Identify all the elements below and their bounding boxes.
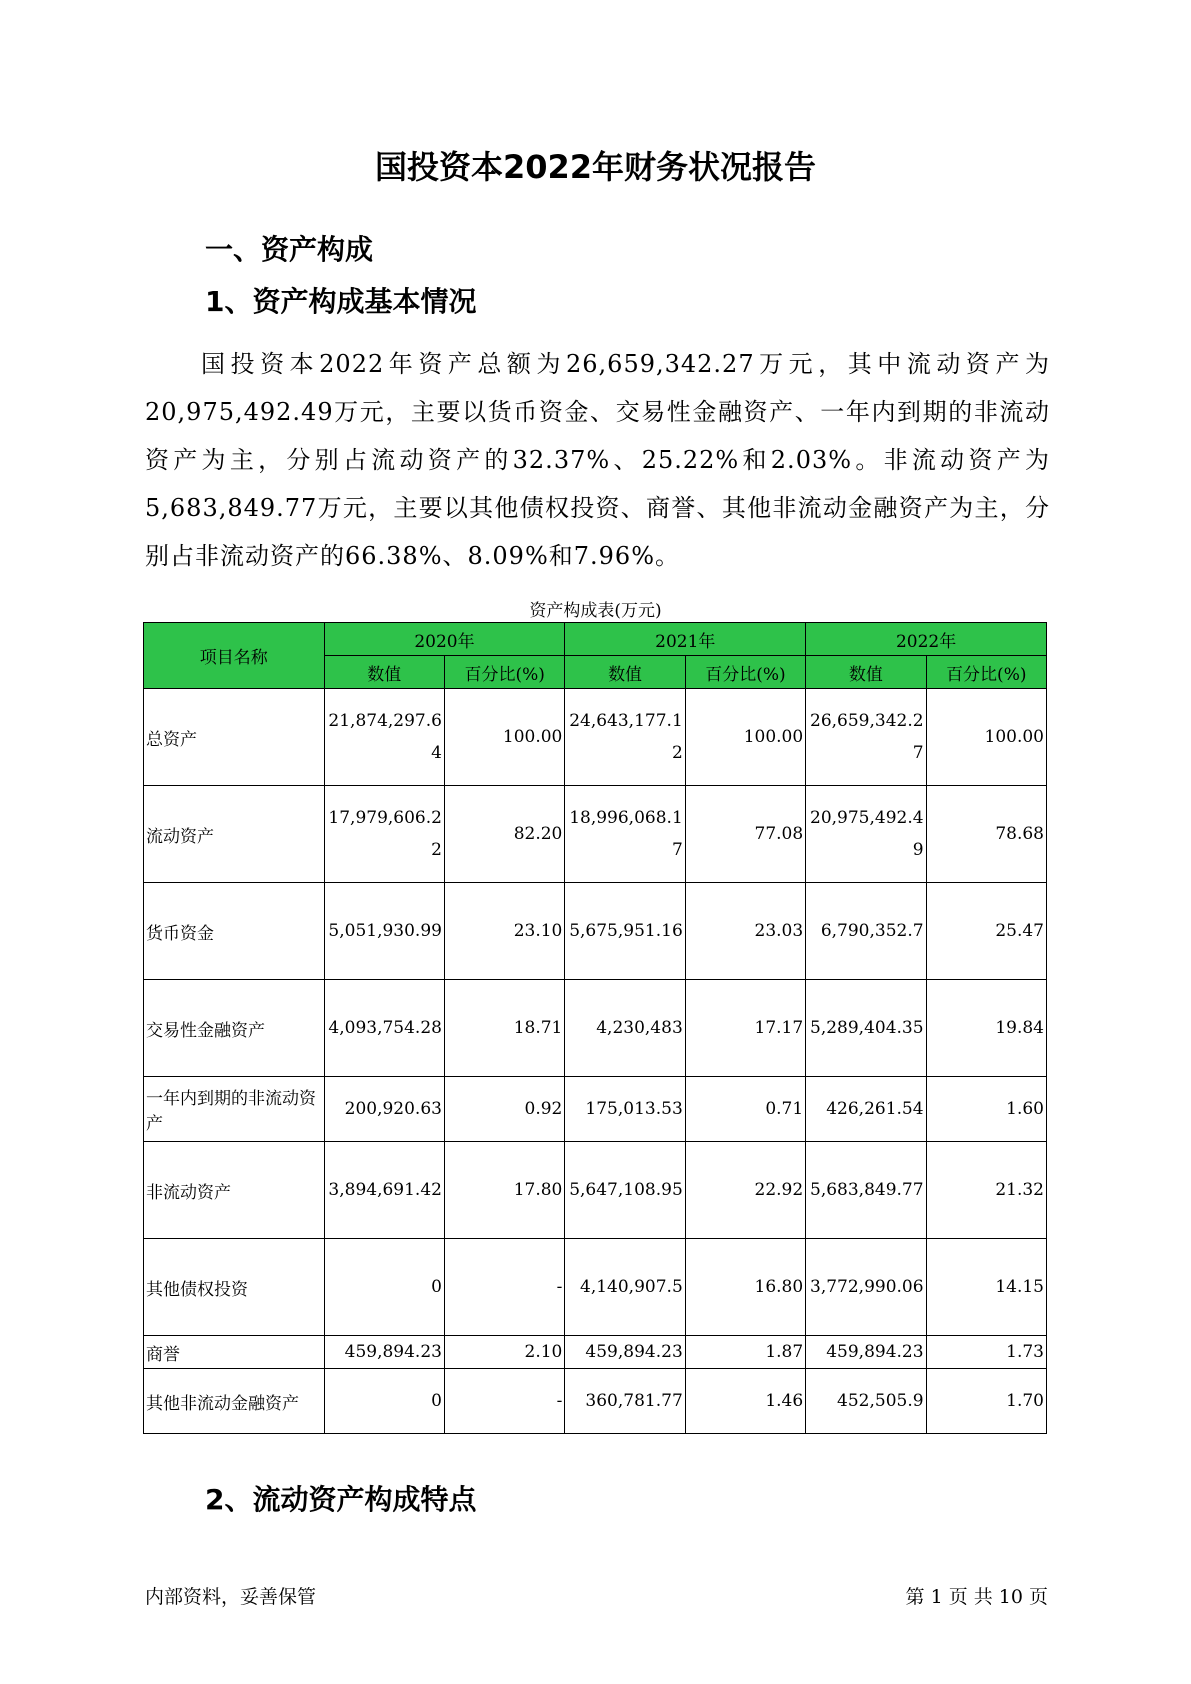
cell-pct-2020: 18.71	[444, 980, 564, 1077]
table-row	[144, 1142, 1047, 1239]
cell-value-2021: 4,230,483	[565, 980, 685, 1077]
cell-pct-2021: 22.92	[685, 1142, 805, 1239]
header-year-2021: 2021年	[565, 623, 806, 656]
cell-value-2020: 21,874,297.64	[324, 689, 444, 786]
header-value-2021: 数值	[565, 656, 685, 689]
cell-pct-2020: 2.10	[444, 1336, 564, 1369]
row-name: 一年内到期的非流动资产	[144, 1077, 325, 1142]
cell-pct-2020: 82.20	[444, 786, 564, 883]
footer-confidential-note: 内部资料，妥善保管	[145, 1586, 317, 1608]
table-header-row-years	[144, 623, 1047, 656]
table-row	[144, 1077, 1047, 1142]
cell-value-2022: 459,894.23	[806, 1336, 926, 1369]
table-row	[144, 1239, 1047, 1336]
table-caption: 资产构成表(万元)	[529, 601, 662, 621]
cell-pct-2022: 78.68	[926, 786, 1046, 883]
subheading-current-assets: 2、流动资产构成特点	[205, 1483, 477, 1516]
cell-pct-2021: 0.71	[685, 1077, 805, 1142]
cell-pct-2021: 100.00	[685, 689, 805, 786]
table-row	[144, 980, 1047, 1077]
row-name: 其他非流动金融资产	[144, 1369, 325, 1434]
header-value-2020: 数值	[324, 656, 444, 689]
cell-pct-2020: -	[444, 1239, 564, 1336]
cell-value-2022: 452,505.9	[806, 1369, 926, 1434]
cell-value-2022: 426,261.54	[806, 1077, 926, 1142]
header-pct-2020: 百分比(%)	[444, 656, 564, 689]
cell-value-2021: 175,013.53	[565, 1077, 685, 1142]
header-pct-2022: 百分比(%)	[926, 656, 1046, 689]
cell-pct-2021: 17.17	[685, 980, 805, 1077]
table-row	[144, 883, 1047, 980]
cell-pct-2020: 23.10	[444, 883, 564, 980]
cell-pct-2021: 16.80	[685, 1239, 805, 1336]
row-name: 非流动资产	[144, 1142, 325, 1239]
footer-page-number: 第 1 页 共 10 页	[905, 1586, 1048, 1608]
cell-value-2022: 20,975,492.49	[806, 786, 926, 883]
cell-pct-2021: 23.03	[685, 883, 805, 980]
cell-value-2022: 26,659,342.27	[806, 689, 926, 786]
cell-value-2022: 5,683,849.77	[806, 1142, 926, 1239]
row-name: 总资产	[144, 689, 325, 786]
row-name: 交易性金融资产	[144, 980, 325, 1077]
cell-value-2021: 5,675,951.16	[565, 883, 685, 980]
table-row	[144, 786, 1047, 883]
cell-value-2020: 3,894,691.42	[324, 1142, 444, 1239]
cell-value-2021: 459,894.23	[565, 1336, 685, 1369]
cell-value-2022: 6,790,352.7	[806, 883, 926, 980]
cell-value-2020: 0	[324, 1239, 444, 1336]
summary-paragraph: 国投资本2022年资产总额为26,659,342.27万元，其中流动资产为20,975,492.49万元，主要以货币资金、交易性金融资产、一年内到期的非流动资产为主，分别占流动资产的32.37%、25.22%和2.03%。非流动资产为5,683,849.77万元，主要以其他债权投资、商誉、其他非流动金融资产为主，分别占非流动资产的66.38%、8.09%和7.96%。	[145, 350, 1050, 570]
cell-value-2021: 24,643,177.12	[565, 689, 685, 786]
cell-value-2020: 4,093,754.28	[324, 980, 444, 1077]
cell-pct-2020: 0.92	[444, 1077, 564, 1142]
cell-pct-2022: 14.15	[926, 1239, 1046, 1336]
cell-value-2021: 5,647,108.95	[565, 1142, 685, 1239]
header-item-name: 项目名称	[144, 623, 325, 689]
cell-value-2020: 17,979,606.22	[324, 786, 444, 883]
cell-value-2022: 3,772,990.06	[806, 1239, 926, 1336]
cell-value-2021: 18,996,068.17	[565, 786, 685, 883]
table-row	[144, 689, 1047, 786]
header-year-2022: 2022年	[806, 623, 1047, 656]
cell-value-2021: 4,140,907.5	[565, 1239, 685, 1336]
cell-pct-2021: 77.08	[685, 786, 805, 883]
cell-pct-2022: 1.73	[926, 1336, 1046, 1369]
cell-pct-2022: 1.60	[926, 1077, 1046, 1142]
header-value-2022: 数值	[806, 656, 926, 689]
subheading-basic-situation: 1、资产构成基本情况	[205, 285, 477, 318]
row-name: 商誉	[144, 1336, 325, 1369]
row-name: 其他债权投资	[144, 1239, 325, 1336]
cell-pct-2020: 17.80	[444, 1142, 564, 1239]
cell-value-2020: 5,051,930.99	[324, 883, 444, 980]
cell-pct-2022: 100.00	[926, 689, 1046, 786]
cell-pct-2022: 1.70	[926, 1369, 1046, 1434]
cell-value-2020: 200,920.63	[324, 1077, 444, 1142]
cell-pct-2022: 21.32	[926, 1142, 1046, 1239]
cell-pct-2020: 100.00	[444, 689, 564, 786]
section-heading-asset-composition: 一、资产构成	[205, 233, 374, 266]
asset-composition-table	[143, 622, 1047, 1434]
row-name: 流动资产	[144, 786, 325, 883]
cell-pct-2022: 19.84	[926, 980, 1046, 1077]
cell-value-2022: 5,289,404.35	[806, 980, 926, 1077]
cell-pct-2021: 1.46	[685, 1369, 805, 1434]
table-row	[144, 1369, 1047, 1434]
cell-value-2020: 0	[324, 1369, 444, 1434]
cell-value-2020: 459,894.23	[324, 1336, 444, 1369]
table-row	[144, 1336, 1047, 1369]
header-pct-2021: 百分比(%)	[685, 656, 805, 689]
cell-value-2021: 360,781.77	[565, 1369, 685, 1434]
header-year-2020: 2020年	[324, 623, 565, 656]
document-title: 国投资本2022年财务状况报告	[374, 148, 817, 186]
cell-pct-2020: -	[444, 1369, 564, 1434]
row-name: 货币资金	[144, 883, 325, 980]
cell-pct-2021: 1.87	[685, 1336, 805, 1369]
cell-pct-2022: 25.47	[926, 883, 1046, 980]
